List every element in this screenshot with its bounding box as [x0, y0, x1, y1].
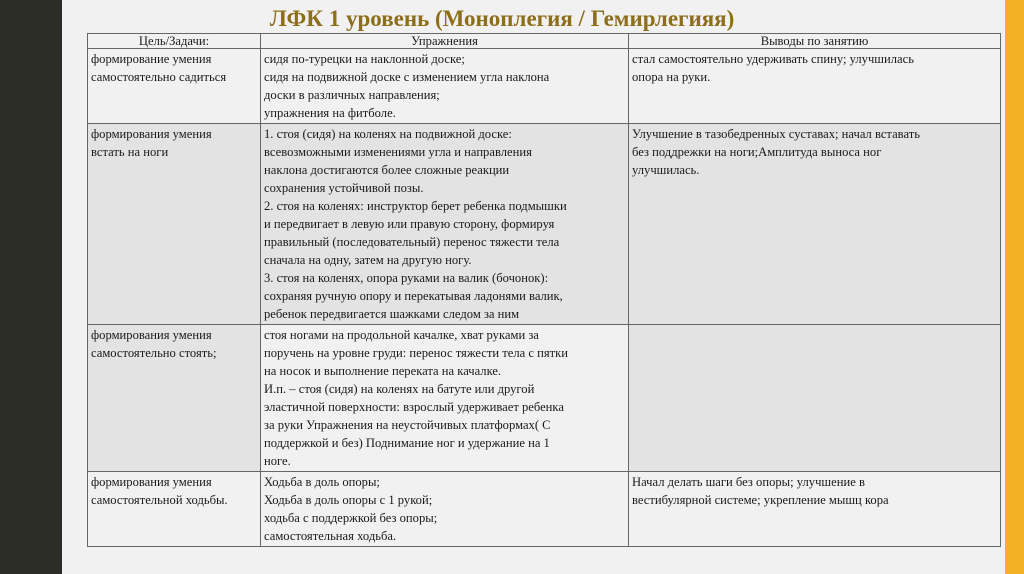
exercises-cell: сидя по-турецки на наклонной доске; сидя на подвижной доске с изменением угла наклона доски в различных направления; упражнения на фитболе. — [261, 49, 629, 124]
slide — [62, 0, 1005, 574]
exercises-cell: 1. стоя (сидя) на коленях на подвижной доске: всевозможными изменениями угла и направления наклона достигаются более сложные реакции сохранения устойчивой позы. 2. стоя на коленях: инструктор берет ребенка подмышки и передвигает в левую или правую сторону, формируя правильный (последовательный) перенос тяжести тела сначала на одну, затем на другую ногу. 3. стоя на коленях, опора руками на валик (бочонок): сохраняя ручную опору и перекатывая ладонями валик, ребенок передвигается шажками следом за ним — [261, 124, 629, 325]
header-row — [88, 34, 1001, 49]
header-conclusions: Выводы по занятию — [629, 34, 1001, 49]
header-goals: Цель/Задачи: — [88, 34, 261, 49]
goal-cell: формирование умения самостоятельно садиться — [88, 49, 261, 124]
exercises-cell: стоя ногами на продольной качалке, хват руками за поручень на уровне груди: перенос тяжести тела с пятки на носок и выполнение переката на качалке. И.п. – стоя (сидя) на коленях на батуте или другой эластичной поверхности: взрослый удерживает ребенка за руки Упражнения на неустойчивых платформах( С поддержкой и без) Поднимание ног и удержание на 1 ноге. — [261, 325, 629, 472]
header-exercises: Упражнения — [261, 34, 629, 49]
exercises-cell: Ходьба в доль опоры; Ходьба в доль опоры с 1 рукой; ходьба с поддержкой без опоры; самостоятельная ходьба. — [261, 472, 629, 547]
table-row — [88, 124, 1001, 325]
lfk-table — [87, 33, 1001, 547]
slide-title: ЛФК 1 уровень (Моноплегия / Гемирлегияя) — [269, 6, 735, 31]
table-row — [88, 325, 1001, 472]
conclusion-cell: Улучшение в тазобедренных суставах; начал вставать без поддрежки на ноги;Амплитуда выноса ног улучшилась. — [629, 124, 1001, 325]
table-row — [88, 49, 1001, 124]
goal-cell: формирования умения самостоятельной ходьбы. — [88, 472, 261, 547]
conclusion-cell: стал самостоятельно удерживать спину; улучшилась опора на руки. — [629, 49, 1001, 124]
right-accent-bar — [1005, 0, 1024, 574]
table-row — [88, 472, 1001, 547]
conclusion-cell — [629, 325, 1001, 472]
goal-cell: формирования умения самостоятельно стоять; — [88, 325, 261, 472]
left-dark-band — [0, 0, 62, 574]
goal-cell: формирования умения встать на ноги — [88, 124, 261, 325]
conclusion-cell: Начал делать шаги без опоры; улучшение в вестибулярной системе; укрепление мышц кора — [629, 472, 1001, 547]
